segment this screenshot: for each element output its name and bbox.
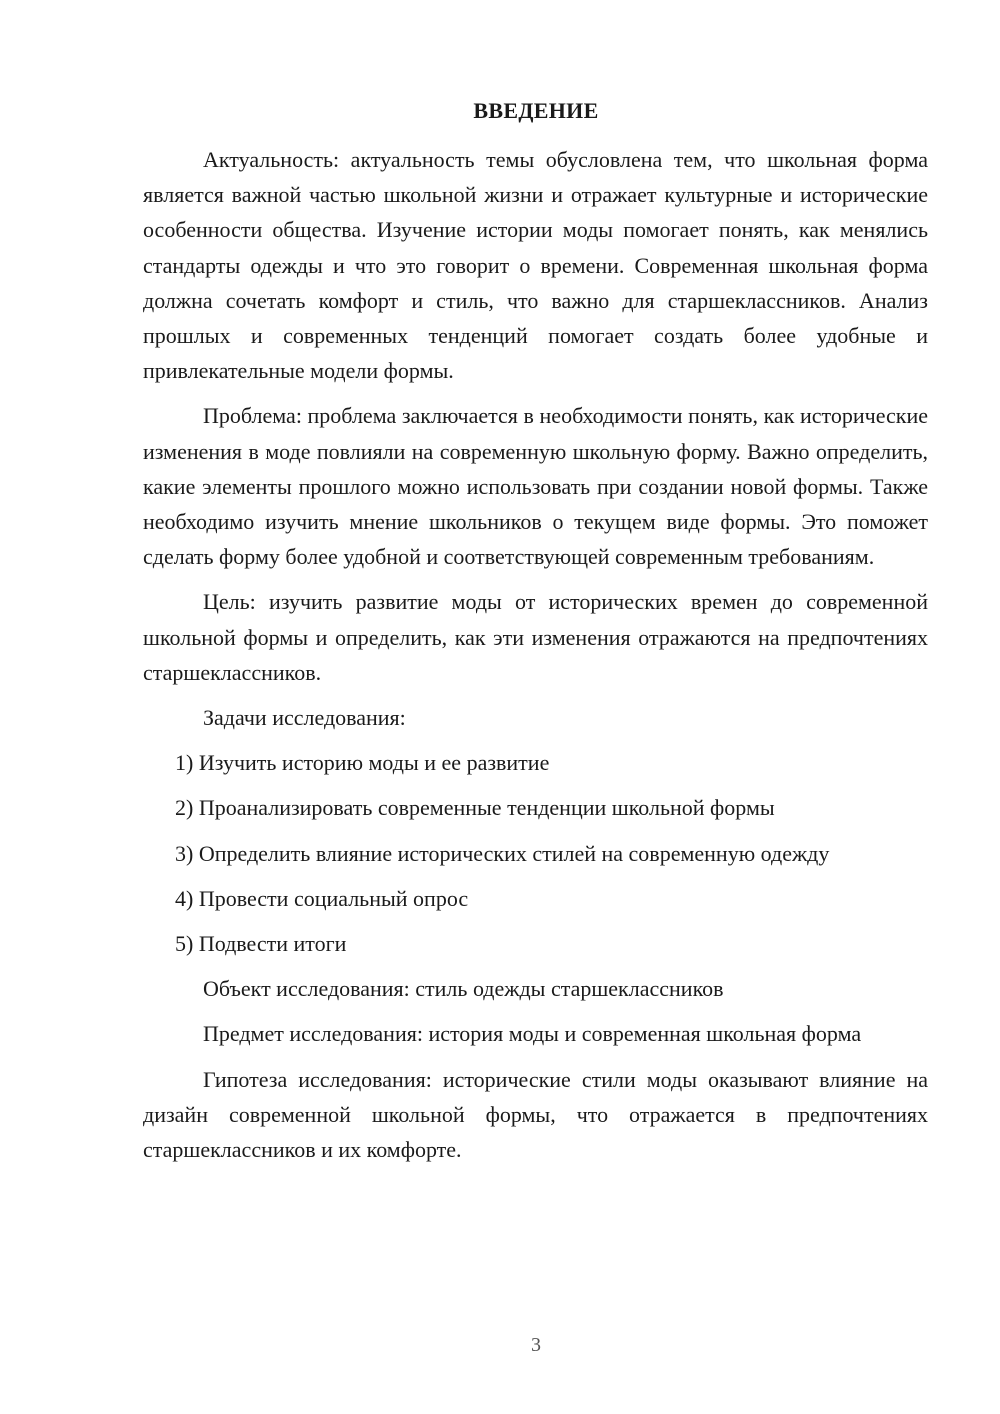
paragraph-problem: Проблема: проблема заключается в необходимости понять, как исторические изменения в моде повлияли на современную школьную форму. Важно определить, какие элементы прошлого можно использовать при создании новой формы. Также необходимо изучить мнение школьников о текущем виде формы. Это поможет сделать форму более удобной и соответствующей современным требованиям.	[143, 403, 928, 570]
page-title: ВВЕДЕНИЕ	[473, 98, 599, 123]
paragraph-goal: Цель: изучить развитие моды от исторических времен до современной школьной формы и определить, как эти изменения отражаются на предпочтениях старшеклассников.	[143, 589, 928, 685]
tasks-heading: Задачи исследования:	[203, 705, 406, 731]
paragraph-object: Объект исследования: стиль одежды старшеклассников	[203, 976, 724, 1002]
paragraph-relevance: Актуальность: актуальность темы обусловлена тем, что школьная форма является важной частью школьной жизни и отражает культурные и исторические особенности общества. Изучение истории моды помогает понять, как менялись стандарты одежды и что это говорит о времени. Современная школьная форма должна сочетать комфорт и стиль, что важно для старшеклассников. Анализ прошлых и современных тенденций помогает создать более удобные и привлекательные модели формы.	[143, 147, 928, 384]
page-number: 3	[531, 1334, 541, 1356]
list-item: 2) Проанализировать современные тенденции школьной формы	[175, 795, 775, 821]
list-item: 5) Подвести итоги	[175, 931, 347, 957]
list-item: 1) Изучить историю моды и ее развитие	[175, 750, 550, 776]
list-item: 3) Определить влияние исторических стилей на современную одежду	[175, 840, 830, 866]
paragraph-subject: Предмет исследования: история моды и современная школьная форма	[203, 1021, 862, 1047]
document-body	[143, 142, 928, 1167]
list-item: 4) Провести социальный опрос	[175, 885, 469, 911]
paragraph-hypothesis: Гипотеза исследования: исторические стили моды оказывают влияние на дизайн современной школьной формы, что отражается в предпочтениях старшеклассников и их комфорте.	[143, 1066, 928, 1163]
tasks-list	[143, 745, 928, 961]
